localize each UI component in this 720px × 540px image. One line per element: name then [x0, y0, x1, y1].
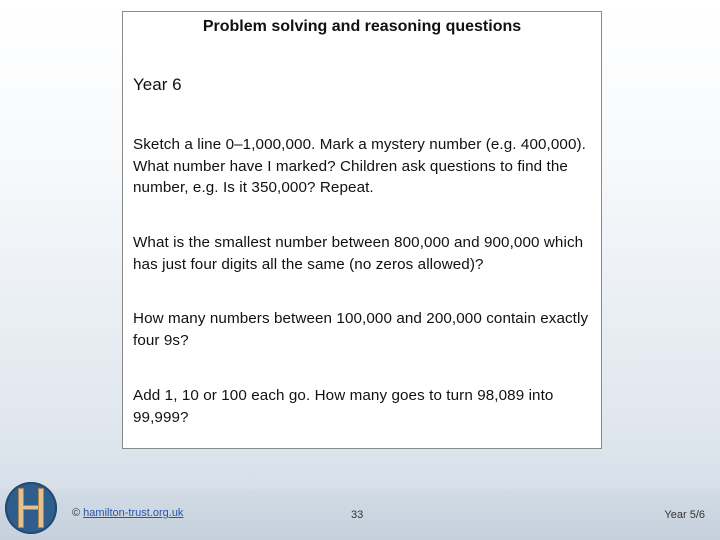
question-4: Add 1, 10 or 100 each go. How many goes to turn 98,089 into 99,999? — [133, 387, 554, 426]
copyright-symbol: © — [72, 507, 81, 519]
page-number: 33 — [351, 509, 364, 521]
question-card — [122, 11, 602, 449]
hamilton-trust-link[interactable]: hamilton-trust.org.uk — [83, 507, 184, 519]
question-3: How many numbers between 100,000 and 200,000 contain exactly four 9s? — [133, 310, 589, 349]
hamilton-h-logo-icon — [5, 482, 57, 534]
question-2: What is the smallest number between 800,000 and 900,000 which has just four digits all the same (no zeros allowed)? — [133, 234, 584, 273]
question-1: Sketch a line 0–1,000,000. Mark a mystery number (e.g. 400,000). What number have I marked? Children ask questions to find the number, e.g. Is it 350,000? Repeat. — [133, 136, 586, 196]
year-group-label: Year 5/6 — [664, 509, 705, 521]
copyright-notice — [72, 507, 183, 519]
card-title: Problem solving and reasoning questions — [202, 18, 522, 35]
year-heading: Year 6 — [133, 75, 182, 94]
